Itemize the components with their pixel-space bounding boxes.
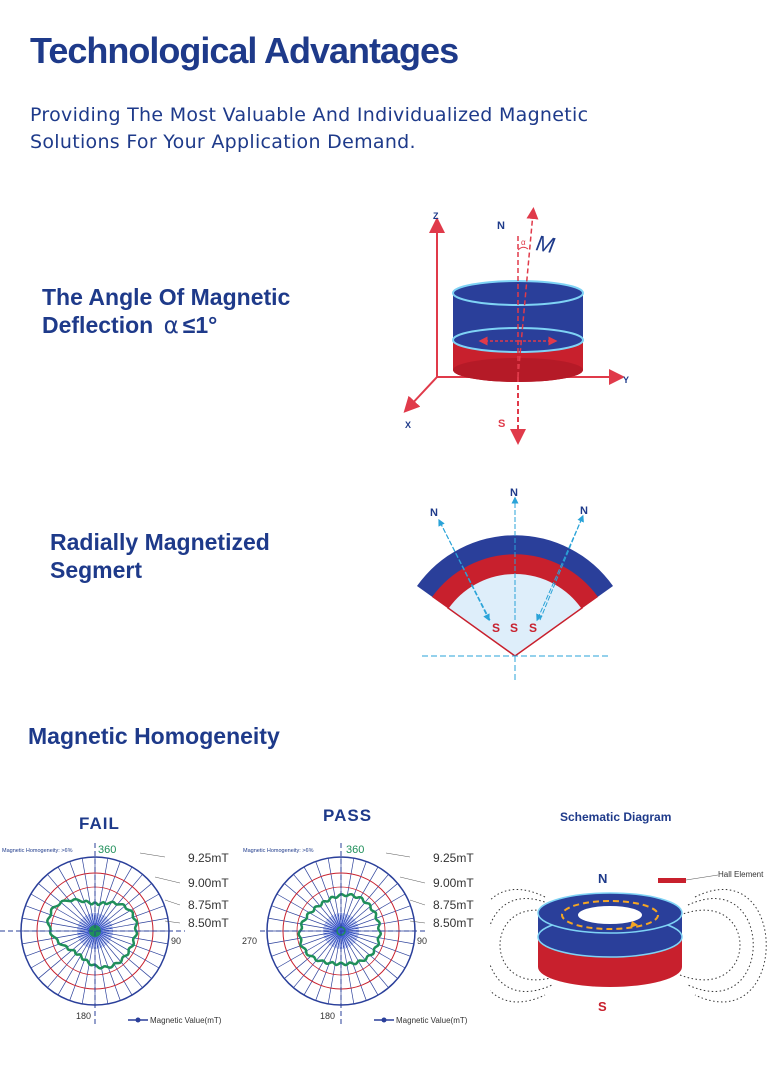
pass-angle-top: 360 [346,844,365,856]
deflection-diagram [395,205,645,445]
pass-ring-label-3: 8.75mT [433,898,474,912]
fail-legend: Magnetic Value(mT) [150,1016,222,1025]
south-center-label: S [510,621,519,635]
angle-label: α [521,238,526,247]
fail-ring-label-1: 9.25mT [188,851,229,865]
subtitle-line-2: Solutions For Your Application Demand. [30,131,416,153]
pass-angle-right: 90 [417,936,428,946]
homogeneity-title: Magnetic Homogeneity [28,723,280,749]
x-axis-label: X [405,420,412,430]
pass-ring-label-1: 9.25mT [433,851,474,865]
fail-ring-label-4: 8.50mT [188,916,229,930]
pass-note: Magnetic Homogeneity: >6% [243,848,314,854]
schematic-diagram [490,805,768,1025]
fail-note: Magnetic Homogeneity: >6% [2,848,73,854]
north-left-label: N [430,507,438,519]
z-axis-label: Z [433,211,439,221]
pass-legend: Magnetic Value(mT) [396,1016,468,1025]
north-label: N [497,220,505,232]
y-axis-label: Y [623,375,630,385]
fail-heading: FAIL [79,814,120,833]
pass-polar-chart [240,805,490,1035]
radial-title-line-1: Radially Magnetized [50,529,270,555]
fail-ring-label-2: 9.00mT [188,876,229,890]
radial-title-line-2: Segmert [50,557,143,583]
schematic-south-label: S [598,999,607,1014]
x-axis [409,377,437,407]
radial-diagram [410,480,630,680]
pass-ring-label-2: 9.00mT [433,876,474,890]
pass-angle-left: 270 [242,936,258,946]
fail-angle-top: 360 [98,844,117,856]
hall-element-label: Hall Element [718,870,764,879]
pass-angle-bottom: 180 [320,1011,336,1021]
subtitle-line-1: Providing The Most Valuable And Individualized Magnetic [30,104,589,126]
deflection-value: ≤1° [182,312,218,338]
page-subtitle [30,102,650,156]
south-label: S [498,418,506,430]
page-title: Technological Advantages [30,30,459,71]
deflection-title-line-2 [42,311,372,340]
fail-polar-chart [0,805,250,1035]
north-center-label: N [510,487,518,499]
deflection-word: Deflection [42,312,154,338]
hall-element [658,878,686,883]
alpha-symbol: α [163,313,179,339]
pass-ring-label-4: 8.50mT [433,916,474,930]
schematic-heading: Schematic Diagram [560,810,672,824]
fail-angle-right: 90 [171,936,182,946]
deflection-title [42,283,372,340]
fail-angle-bottom: 180 [76,1011,92,1021]
north-right-label: N [580,505,588,517]
moment-label: M [534,230,557,259]
south-left-label: S [492,621,501,635]
pass-heading: PASS [323,806,373,825]
schematic-north-label: N [598,871,608,886]
deflection-title-line-1: The Angle Of Magnetic [42,284,291,310]
radial-title [50,528,350,584]
south-right-label: S [529,621,538,635]
fail-ring-label-3: 8.75mT [188,898,229,912]
